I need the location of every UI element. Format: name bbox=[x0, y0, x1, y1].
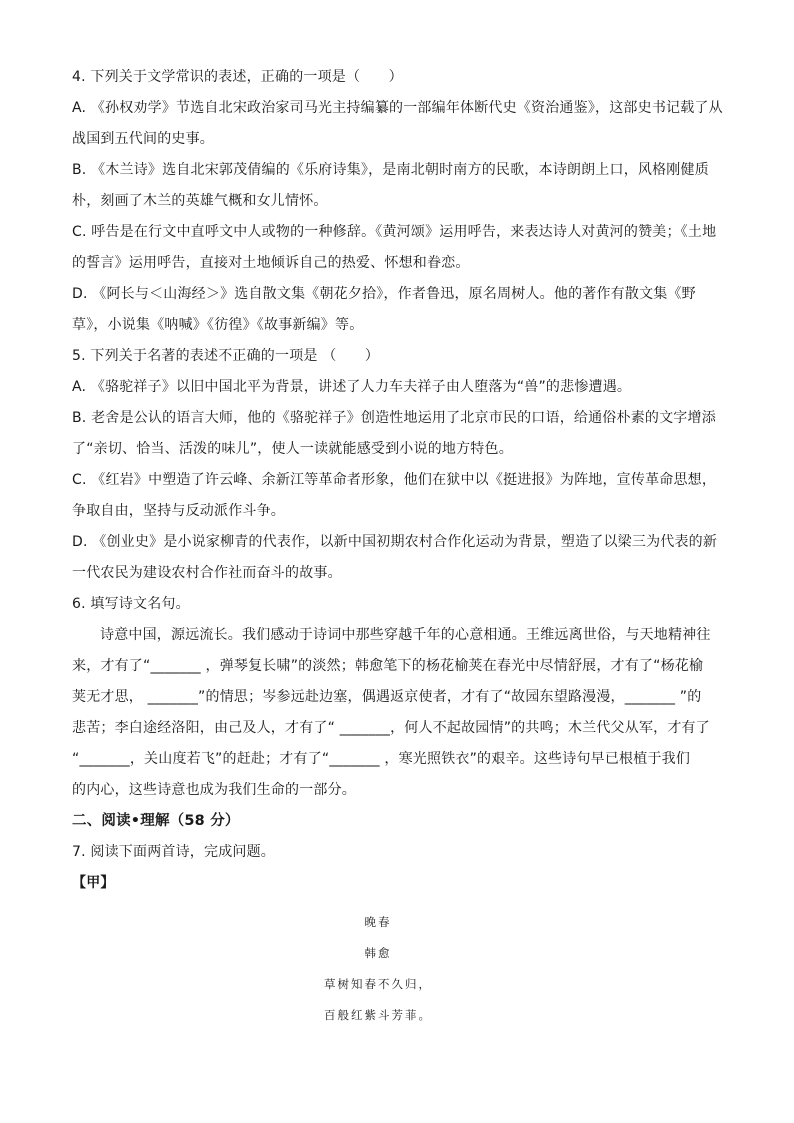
poem-author: 韩愈 bbox=[364, 946, 392, 960]
question-7-title: 7. 阅读下面两首诗，完成问题。 bbox=[72, 844, 276, 860]
question-6-passage-line-2: 来，才有了“_______ ，弹琴复长啸”的淡然；韩愈笔下的杨花榆荚在春光中尽情舒展，才有了“杨花榆 bbox=[72, 658, 704, 674]
question-5-option-d-line-2: 一代农民为建设农村合作社而奋斗的故事。 bbox=[72, 565, 342, 581]
question-5 bbox=[72, 341, 724, 589]
question-5-option-b-line-1: B. 老舍是公认的语言大师，他的《骆驼祥子》创造性地运用了北京市民的口语，给通俗朴素的文字增添 bbox=[72, 410, 716, 426]
question-4-option-d-line-2: 草》，小说集《呐喊》《彷徨》《故事新编》等。 bbox=[72, 317, 364, 333]
question-5-stem: 5. 下列关于名著的表述不正确的一项是 （ ） bbox=[72, 348, 380, 364]
question-6-passage-line-3: 荚无才思， _______”的情思；岑参远赴边塞，偶遇返京使者，才有了“故园东望路漫漫，_______ ”的 bbox=[72, 689, 702, 705]
poem-part-label: 【甲】 bbox=[72, 875, 115, 891]
question-6 bbox=[72, 589, 724, 806]
poem-line-2: 百般红紫斗芳菲。 bbox=[324, 1008, 432, 1022]
question-4-stem: 4. 下列关于文学常识的表述，正确的一项是（ ） bbox=[72, 69, 403, 85]
section-2 bbox=[72, 806, 724, 1031]
question-5-option-c-line-1: C. 《红岩》中塑造了许云峰、余新江等革命者形象，他们在狱中以《挺进报》为阵地，宣传革命思想， bbox=[72, 472, 717, 488]
question-6-passage-line-6: 的内心，这些诗意也成为我们生命的一部分。 bbox=[72, 782, 356, 798]
document-page bbox=[72, 62, 724, 1031]
question-4-option-b-line-1: B. 《木兰诗》选自北宋郭茂倩编的《乐府诗集》，是南北朝时南方的民歌，本诗朗朗上口，风格刚健质 bbox=[72, 162, 709, 178]
poem-title: 晚春 bbox=[364, 915, 392, 929]
question-4-option-a-line-2: 战国到五代间的史事。 bbox=[72, 131, 214, 147]
question-6-title: 6. 填写诗文名句。 bbox=[72, 596, 190, 612]
poem-block bbox=[72, 907, 724, 1031]
poem-line-1: 草树知春不久归， bbox=[324, 977, 432, 991]
question-6-passage-line-1: 诗意中国，源远流长。我们感动于诗词中那些穿越千年的心意相通。王维远离世俗，与天地精神往 bbox=[100, 627, 711, 643]
question-5-option-d-line-1: D. 《创业史》是小说家柳青的代表作，以新中国初期农村合作化运动为背景，塑造了以梁三为代表的新 bbox=[72, 534, 718, 550]
question-4-option-b-line-2: 朴，刻画了木兰的英雄气概和女儿情怀。 bbox=[72, 193, 328, 209]
question-6-passage-line-5: “_______，关山度若飞”的赶赴；才有了“_______ ，寒光照铁衣”的艰辛。这些诗句早已根植于我们 bbox=[72, 751, 691, 767]
question-6-passage-line-4: 悲苦；李白途经洛阳，由己及人，才有了“ _______，何人不起故园情”的共鸣；木兰代父从军，才有了 bbox=[72, 720, 710, 736]
question-4-option-c-line-2: 的誓言》运用呼告，直接对土地倾诉自己的热爱、怀想和眷恋。 bbox=[72, 255, 470, 271]
question-4-option-a-line-1: A. 《孙权劝学》节选自北宋政治家司马光主持编纂的一部编年体断代史《资治通鉴》，这部史书记载了从 bbox=[72, 100, 723, 116]
question-4-option-c-line-1: C. 呼告是在行文中直呼文中人或物的一种修辞。《黄河颂》运用呼告，来表达诗人对黄河的赞美；《土地 bbox=[72, 224, 717, 240]
question-4-option-d-line-1: D. 《阿长与＜山海经＞》选自散文集《朝花夕拾》，作者鲁迅，原名周树人。他的著作有散文集《野 bbox=[72, 286, 696, 302]
question-4 bbox=[72, 62, 724, 341]
question-5-option-c-line-2: 争取自由，坚持与反动派作斗争。 bbox=[72, 503, 285, 519]
section-2-title: 二、阅读•理解（58 分） bbox=[72, 813, 240, 829]
question-5-option-b-line-2: 了“亲切、恰当、活泼的味儿”，使人一读就能感受到小说的地方特色。 bbox=[72, 441, 513, 457]
question-5-option-a: A. 《骆驼祥子》以旧中国北平为背景，讲述了人力车夫祥子由人堕落为“兽”的悲惨遭遇。 bbox=[72, 379, 632, 395]
